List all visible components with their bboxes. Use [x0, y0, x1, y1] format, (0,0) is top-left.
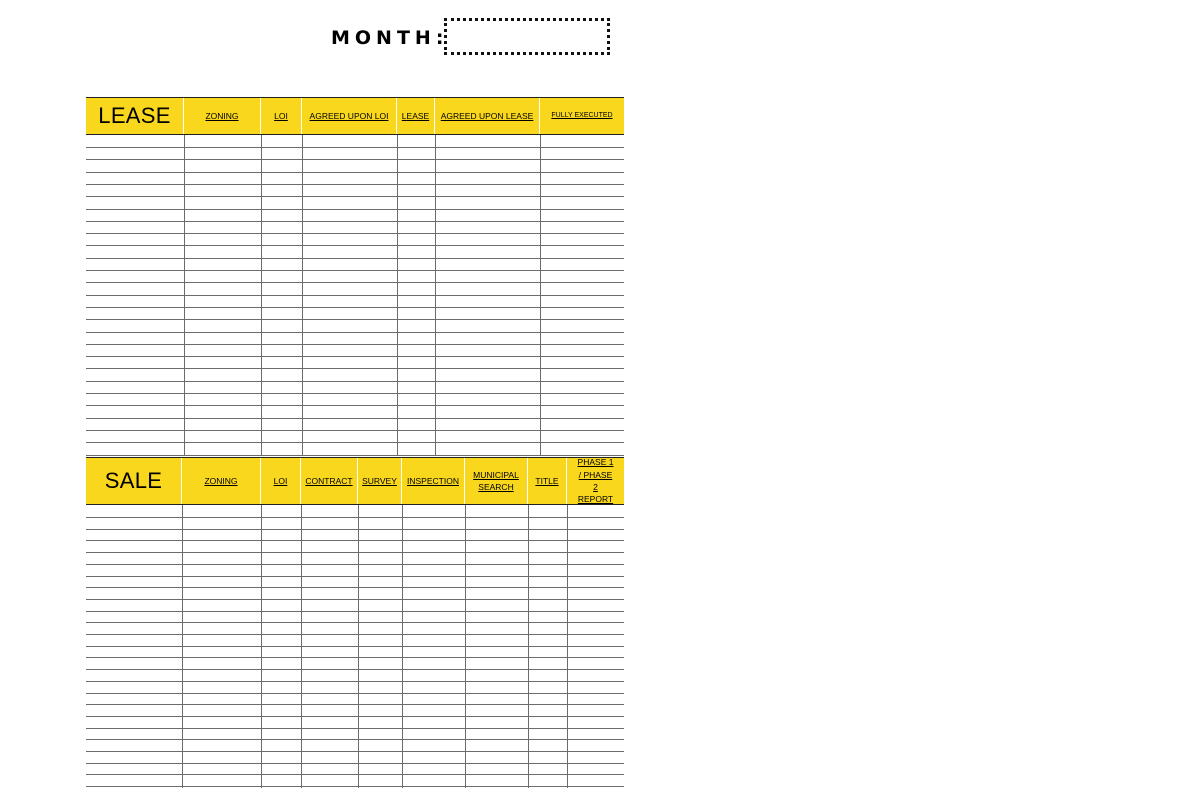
- grid-row-line: [86, 716, 624, 717]
- grid-row-line: [86, 564, 624, 565]
- grid-column-line: [435, 135, 436, 456]
- sale-title: SALE: [86, 458, 182, 504]
- grid-column-line: [528, 505, 529, 788]
- grid-row-line: [86, 430, 624, 431]
- month-label: MONTH:: [331, 27, 449, 49]
- grid-row-line: [86, 270, 624, 271]
- grid-row-line: [86, 209, 624, 210]
- lease-col-loi: LOI: [261, 98, 302, 134]
- sale-col-municipal-search: MUNICIPAL SEARCH: [465, 458, 528, 504]
- grid-row-line: [86, 356, 624, 357]
- grid-row-line: [86, 258, 624, 259]
- lease-col-agreed-upon-lease: AGREED UPON LEASE: [435, 98, 540, 134]
- grid-column-line: [301, 505, 302, 788]
- sale-header-row: [86, 457, 624, 505]
- grid-row-line: [86, 728, 624, 729]
- grid-row-line: [86, 587, 624, 588]
- grid-row-line: [86, 196, 624, 197]
- grid-row-line: [86, 552, 624, 553]
- grid-row-line: [86, 529, 624, 530]
- sale-col-inspection: INSPECTION: [402, 458, 465, 504]
- grid-column-line: [261, 135, 262, 456]
- lease-col-lease: LEASE: [397, 98, 435, 134]
- grid-row-line: [86, 368, 624, 369]
- grid-row-line: [86, 233, 624, 234]
- grid-column-line: [397, 135, 398, 456]
- grid-row-line: [86, 147, 624, 148]
- grid-row-line: [86, 657, 624, 658]
- grid-row-line: [86, 172, 624, 173]
- grid-row-line: [86, 307, 624, 308]
- grid-row-line: [86, 751, 624, 752]
- grid-row-line: [86, 646, 624, 647]
- grid-row-line: [86, 704, 624, 705]
- grid-row-line: [86, 681, 624, 682]
- grid-row-line: [86, 634, 624, 635]
- sale-col-contract: CONTRACT: [301, 458, 358, 504]
- grid-row-line: [86, 442, 624, 443]
- grid-column-line: [261, 505, 262, 788]
- sale-rows: [86, 505, 624, 788]
- grid-row-line: [86, 739, 624, 740]
- grid-column-line: [465, 505, 466, 788]
- grid-row-line: [86, 381, 624, 382]
- grid-column-line: [540, 135, 541, 456]
- lease-rows: [86, 135, 624, 456]
- lease-table: [86, 97, 624, 456]
- sale-col-loi: LOI: [261, 458, 301, 504]
- grid-row-line: [86, 418, 624, 419]
- grid-row-line: [86, 599, 624, 600]
- grid-row-line: [86, 517, 624, 518]
- grid-row-line: [86, 763, 624, 764]
- grid-row-line: [86, 282, 624, 283]
- grid-row-line: [86, 455, 624, 456]
- lease-title: LEASE: [86, 98, 184, 134]
- grid-column-line: [302, 135, 303, 456]
- month-input-box[interactable]: [444, 18, 610, 55]
- grid-column-line: [184, 135, 185, 456]
- grid-row-line: [86, 786, 624, 787]
- lease-col-fully-executed: FULLY EXECUTED: [551, 111, 613, 119]
- sale-col-survey: SURVEY: [358, 458, 402, 504]
- grid-row-line: [86, 622, 624, 623]
- grid-row-line: [86, 405, 624, 406]
- grid-row-line: [86, 693, 624, 694]
- grid-row-line: [86, 221, 624, 222]
- sale-col-phase-report: PHASE 1 / PHASE 2 REPORT: [577, 457, 614, 505]
- grid-column-line: [402, 505, 403, 788]
- lease-header-row: [86, 97, 624, 135]
- grid-row-line: [86, 319, 624, 320]
- lease-col-zoning: ZONING: [184, 98, 261, 134]
- grid-row-line: [86, 611, 624, 612]
- lease-col-agreed-upon-loi: AGREED UPON LOI: [302, 98, 397, 134]
- grid-row-line: [86, 393, 624, 394]
- sale-table: [86, 457, 624, 788]
- sale-col-zoning: ZONING: [182, 458, 261, 504]
- grid-row-line: [86, 184, 624, 185]
- grid-row-line: [86, 669, 624, 670]
- grid-row-line: [86, 295, 624, 296]
- grid-row-line: [86, 540, 624, 541]
- grid-row-line: [86, 159, 624, 160]
- grid-row-line: [86, 576, 624, 577]
- grid-row-line: [86, 245, 624, 246]
- sale-col-title: TITLE: [528, 458, 567, 504]
- grid-column-line: [182, 505, 183, 788]
- grid-column-line: [567, 505, 568, 788]
- grid-row-line: [86, 774, 624, 775]
- grid-column-line: [358, 505, 359, 788]
- grid-row-line: [86, 344, 624, 345]
- grid-row-line: [86, 332, 624, 333]
